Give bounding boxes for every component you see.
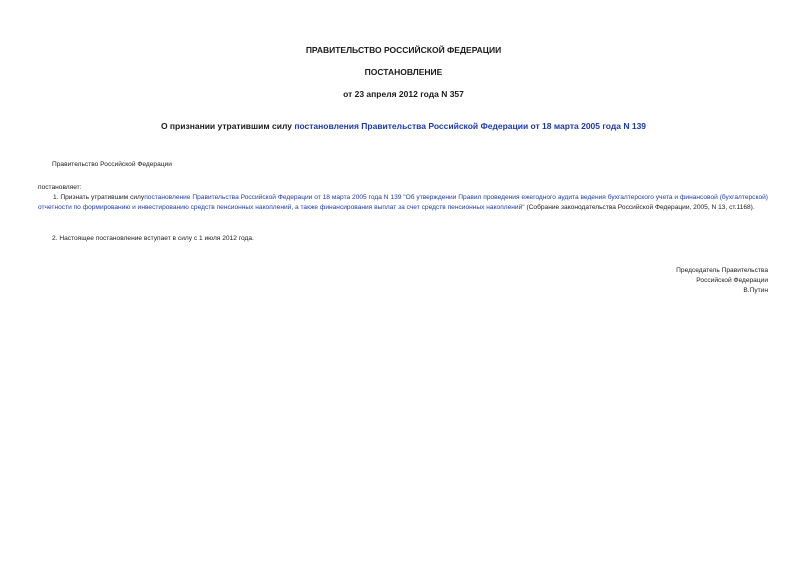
date-number-heading: от 23 апреля 2012 года N 357: [343, 89, 464, 99]
signature-name: В.Путин: [743, 287, 768, 294]
government-line: Правительство Российской Федерации: [52, 161, 172, 168]
item-1-paragraph: [38, 193, 768, 213]
organization-heading: ПРАВИТЕЛЬСТВО РОССИЙСКОЙ ФЕДЕРАЦИИ: [305, 45, 502, 55]
resolves-line: постановляет:: [38, 184, 82, 191]
subject-heading: [0, 121, 807, 132]
subject-link[interactable]: постановления Правительства Российской Федерации от 18 марта 2005 года N 139: [294, 121, 647, 131]
signature-title-line-2: Российской Федерации: [696, 277, 768, 284]
signature-title-line-1: Председатель Правительства: [676, 267, 768, 274]
item-1-prefix: 1. Признать утратившим силу: [53, 194, 145, 201]
item-2-paragraph: 2. Настоящее постановление вступает в силу с 1 июля 2012 года.: [52, 235, 254, 242]
document-type-heading: ПОСТАНОВЛЕНИЕ: [364, 67, 443, 77]
item-1-link[interactable]: постановление Правительства Российской Федерации от 18 марта 2005 года N 139 "Об утверждении Правил проведения ежегодного аудита ведения бухгалтерского учета и финансовой (бухгалтерской) отчетности по формированию и инвестированию средств пенсионных накоплений, а также финансирования выплат за счет средств пенсионных накоплений": [38, 194, 768, 211]
item-1-suffix: (Собрание законодательства Российской Федерации, 2005, N 13, ст.1168).: [524, 204, 755, 211]
subject-prefix: О признании утратившим силу: [160, 121, 295, 131]
